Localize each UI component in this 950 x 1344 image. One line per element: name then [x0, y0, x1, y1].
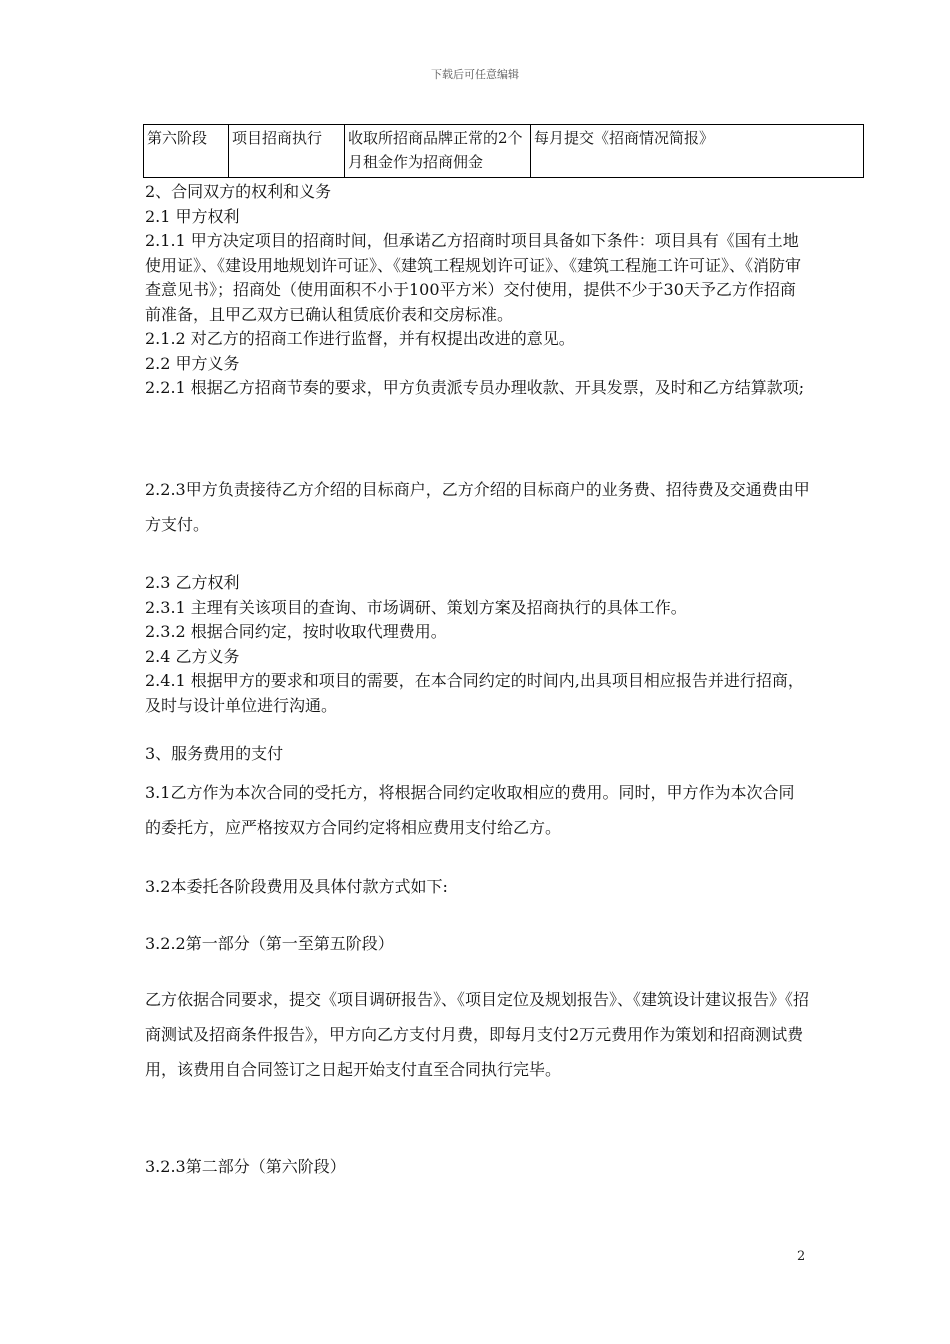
sub-heading: 2.3 乙方权利	[145, 573, 240, 592]
clause-2-1-2: 2.1.2 对乙方的招商工作进行监督，并有权提出改进的意见。	[145, 329, 575, 348]
sub-heading: 2.1 甲方权利	[145, 206, 240, 226]
table-cell-stage: 第六阶段	[144, 125, 229, 178]
clause-3-2: 3.2本委托各阶段费用及具体付款方式如下:	[145, 877, 448, 896]
clause-3-1-block	[145, 775, 810, 845]
clause-3-2-2-block	[145, 926, 810, 961]
clause-3-2-2: 3.2.2第一部分（第一至第五阶段）	[145, 934, 394, 953]
paragraph-part-one-text: 乙方依据合同要求，提交《项目调研报告》、《项目定位及规划报告》、《建筑设计建议报告》《招商测试及招商条件报告》，甲方向乙方支付月费，即每月支付2万元费用作为策划和招商测试费用，该费用自合同签订之日起开始支付直至合同执行完毕。	[145, 990, 810, 1079]
clause-3-1: 3.1乙方作为本次合同的受托方，将根据合同约定收取相应的费用。同时，甲方作为本次合同的委托方，应严格按双方合同约定将相应费用支付给乙方。	[145, 783, 795, 837]
table-cell-task: 项目招商执行	[229, 125, 345, 178]
clause-3-2-3-block	[145, 1149, 810, 1184]
clause-2-3-1: 2.3.1 主理有关该项目的查询、市场调研、策划方案及招商执行的具体工作。	[145, 597, 687, 617]
page-header: 下载后可任意编辑	[431, 68, 519, 81]
clause-2-2-3: 2.2.3甲方负责接待乙方介绍的目标商户，乙方介绍的目标商户的业务费、招待费及交通费由甲方支付。	[145, 480, 810, 534]
clause-3-2-3: 3.2.3第二部分（第六阶段）	[145, 1157, 346, 1176]
page-number: 2	[797, 1249, 806, 1264]
clause-3-2-block	[145, 869, 810, 904]
section-rights-obligations	[145, 180, 810, 401]
clause-2-2-1: 2.2.1 根据乙方招商节奏的要求，甲方负责派专员办理收款、开具发票，及时和乙方结算款项;	[145, 378, 805, 397]
table-cell-fee: 收取所招商品牌正常的2个月租金作为招商佣金	[345, 125, 531, 178]
sub-heading: 2.4 乙方义务	[145, 646, 240, 666]
clause-2-2-3-block	[145, 472, 810, 542]
sub-heading: 2.2 甲方义务	[145, 353, 240, 373]
stage-table	[143, 124, 864, 178]
clause-2-3-2: 2.3.2 根据合同约定，按时收取代理费用。	[145, 622, 447, 641]
paragraph-part-one	[145, 982, 810, 1087]
section-heading: 2、合同双方的权利和义务	[145, 182, 332, 201]
table-row	[144, 125, 864, 178]
clause-2-4-1: 2.4.1 根据甲方的要求和项目的需要，在本合同约定的时间内,出具项目相应报告并进行招商，及时与设计单位进行沟通。	[145, 671, 804, 715]
section-heading: 3、服务费用的支付	[145, 744, 284, 763]
clause-2-1-1: 2.1.1 甲方决定项目的招商时间，但承诺乙方招商时项目具备如下条件：项目具有《国有土地使用证》、《建设用地规划许可证》、《建筑工程规划许可证》、《建筑工程施工许可证》、《消防审查意见书》；招商处（使用面积不小于100平方米）交付使用，提供不少于30天予乙方作招商前准备，且甲乙双方已确认租赁底价表和交房标准。	[145, 231, 802, 324]
section-heading-payment	[145, 736, 810, 771]
table-cell-deliverable: 每月提交《招商情况简报》	[531, 125, 864, 178]
section-party-b	[145, 571, 810, 718]
